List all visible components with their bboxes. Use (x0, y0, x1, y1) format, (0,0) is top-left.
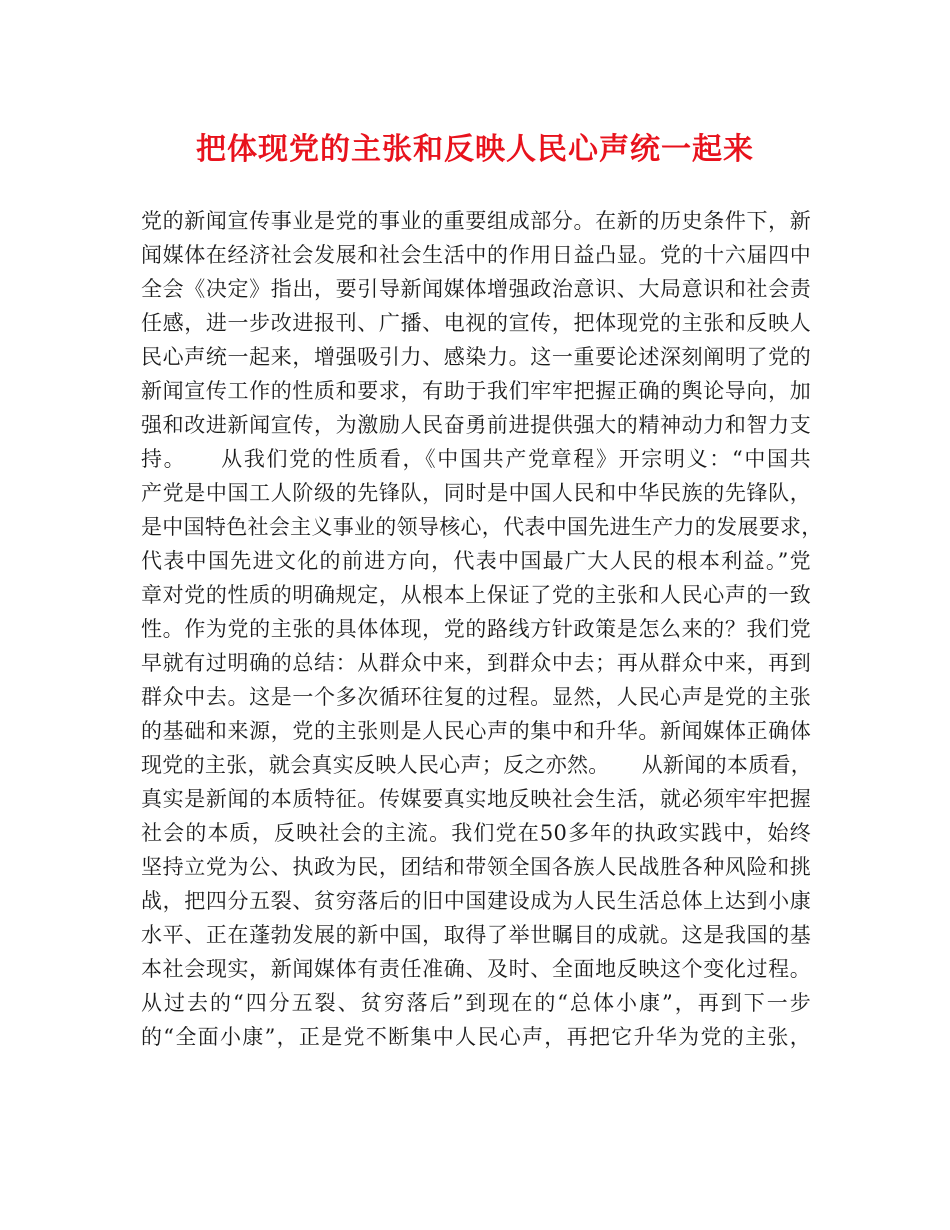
body-line: 现党的主张，就会真实反映人民心声；反之亦然。 从新闻的本质看， (141, 753, 813, 777)
body-line: 的基础和来源，党的主张则是人民心声的集中和升华。新闻媒体正确体 (141, 719, 811, 743)
body-line: 闻媒体在经济社会发展和社会生活中的作用日益凸显。党的十六届四中 (141, 243, 811, 267)
body-line: 强和改进新闻宣传，为激励人民奋勇前进提供强大的精神动力和智力支 (141, 413, 811, 437)
body-line: 是中国特色社会主义事业的领导核心，代表中国先进生产力的发展要求， (141, 515, 823, 539)
document-body (141, 204, 823, 1054)
body-line: 全会《决定》指出，要引导新闻媒体增强政治意识、大局意识和社会责 (141, 277, 811, 301)
body-line: 从过去的“四分五裂、贫穷落后”到现在的“总体小康”，再到下一步 (141, 991, 811, 1015)
body-line: 群众中去。这是一个多次循环往复的过程。显然，人民心声是党的主张 (141, 685, 811, 709)
body-line: 水平、正在蓬勃发展的新中国，取得了举世瞩目的成就。这是我国的基 (141, 923, 811, 947)
body-line: 代表中国先进文化的前进方向，代表中国最广大人民的根本利益。”党 (141, 549, 811, 573)
body-line: 真实是新闻的本质特征。传媒要真实地反映社会生活，就必须牢牢把握 (141, 787, 811, 811)
body-line: 新闻宣传工作的性质和要求，有助于我们牢牢把握正确的舆论导向，加 (141, 379, 811, 403)
body-line: 坚持立党为公、执政为民，团结和带领全国各族人民战胜各种风险和挑 (141, 855, 811, 879)
body-line: 性。作为党的主张的具体体现，党的路线方针政策是怎么来的？我们党 (141, 617, 811, 641)
body-line: 民心声统一起来，增强吸引力、感染力。这一重要论述深刻阐明了党的 (141, 345, 811, 369)
body-line: 社会的本质，反映社会的主流。我们党在50多年的执政实践中，始终 (141, 821, 811, 845)
body-line: 本社会现实，新闻媒体有责任准确、及时、全面地反映这个变化过程。 (141, 957, 811, 981)
body-line: 持。 从我们党的性质看，《中国共产党章程》开宗明义：“中国共 (141, 447, 811, 471)
body-line: 的“全面小康”，正是党不断集中人民心声，再把它升华为党的主张， (141, 1025, 811, 1049)
body-line: 早就有过明确的总结：从群众中来，到群众中去；再从群众中来，再到 (141, 651, 811, 675)
body-line: 党的新闻宣传事业是党的事业的重要组成部分。在新的历史条件下，新 (141, 209, 811, 233)
body-line: 章对党的性质的明确规定，从根本上保证了党的主张和人民心声的一致 (141, 583, 811, 607)
body-line: 战，把四分五裂、贫穷落后的旧中国建设成为人民生活总体上达到小康 (141, 889, 811, 913)
document-title: 把体现党的主张和反映人民心声统一起来 (196, 132, 754, 167)
body-line: 任感，进一步改进报刊、广播、电视的宣传，把体现党的主张和反映人 (141, 311, 811, 335)
body-line: 产党是中国工人阶级的先锋队，同时是中国人民和中华民族的先锋队， (141, 481, 811, 505)
